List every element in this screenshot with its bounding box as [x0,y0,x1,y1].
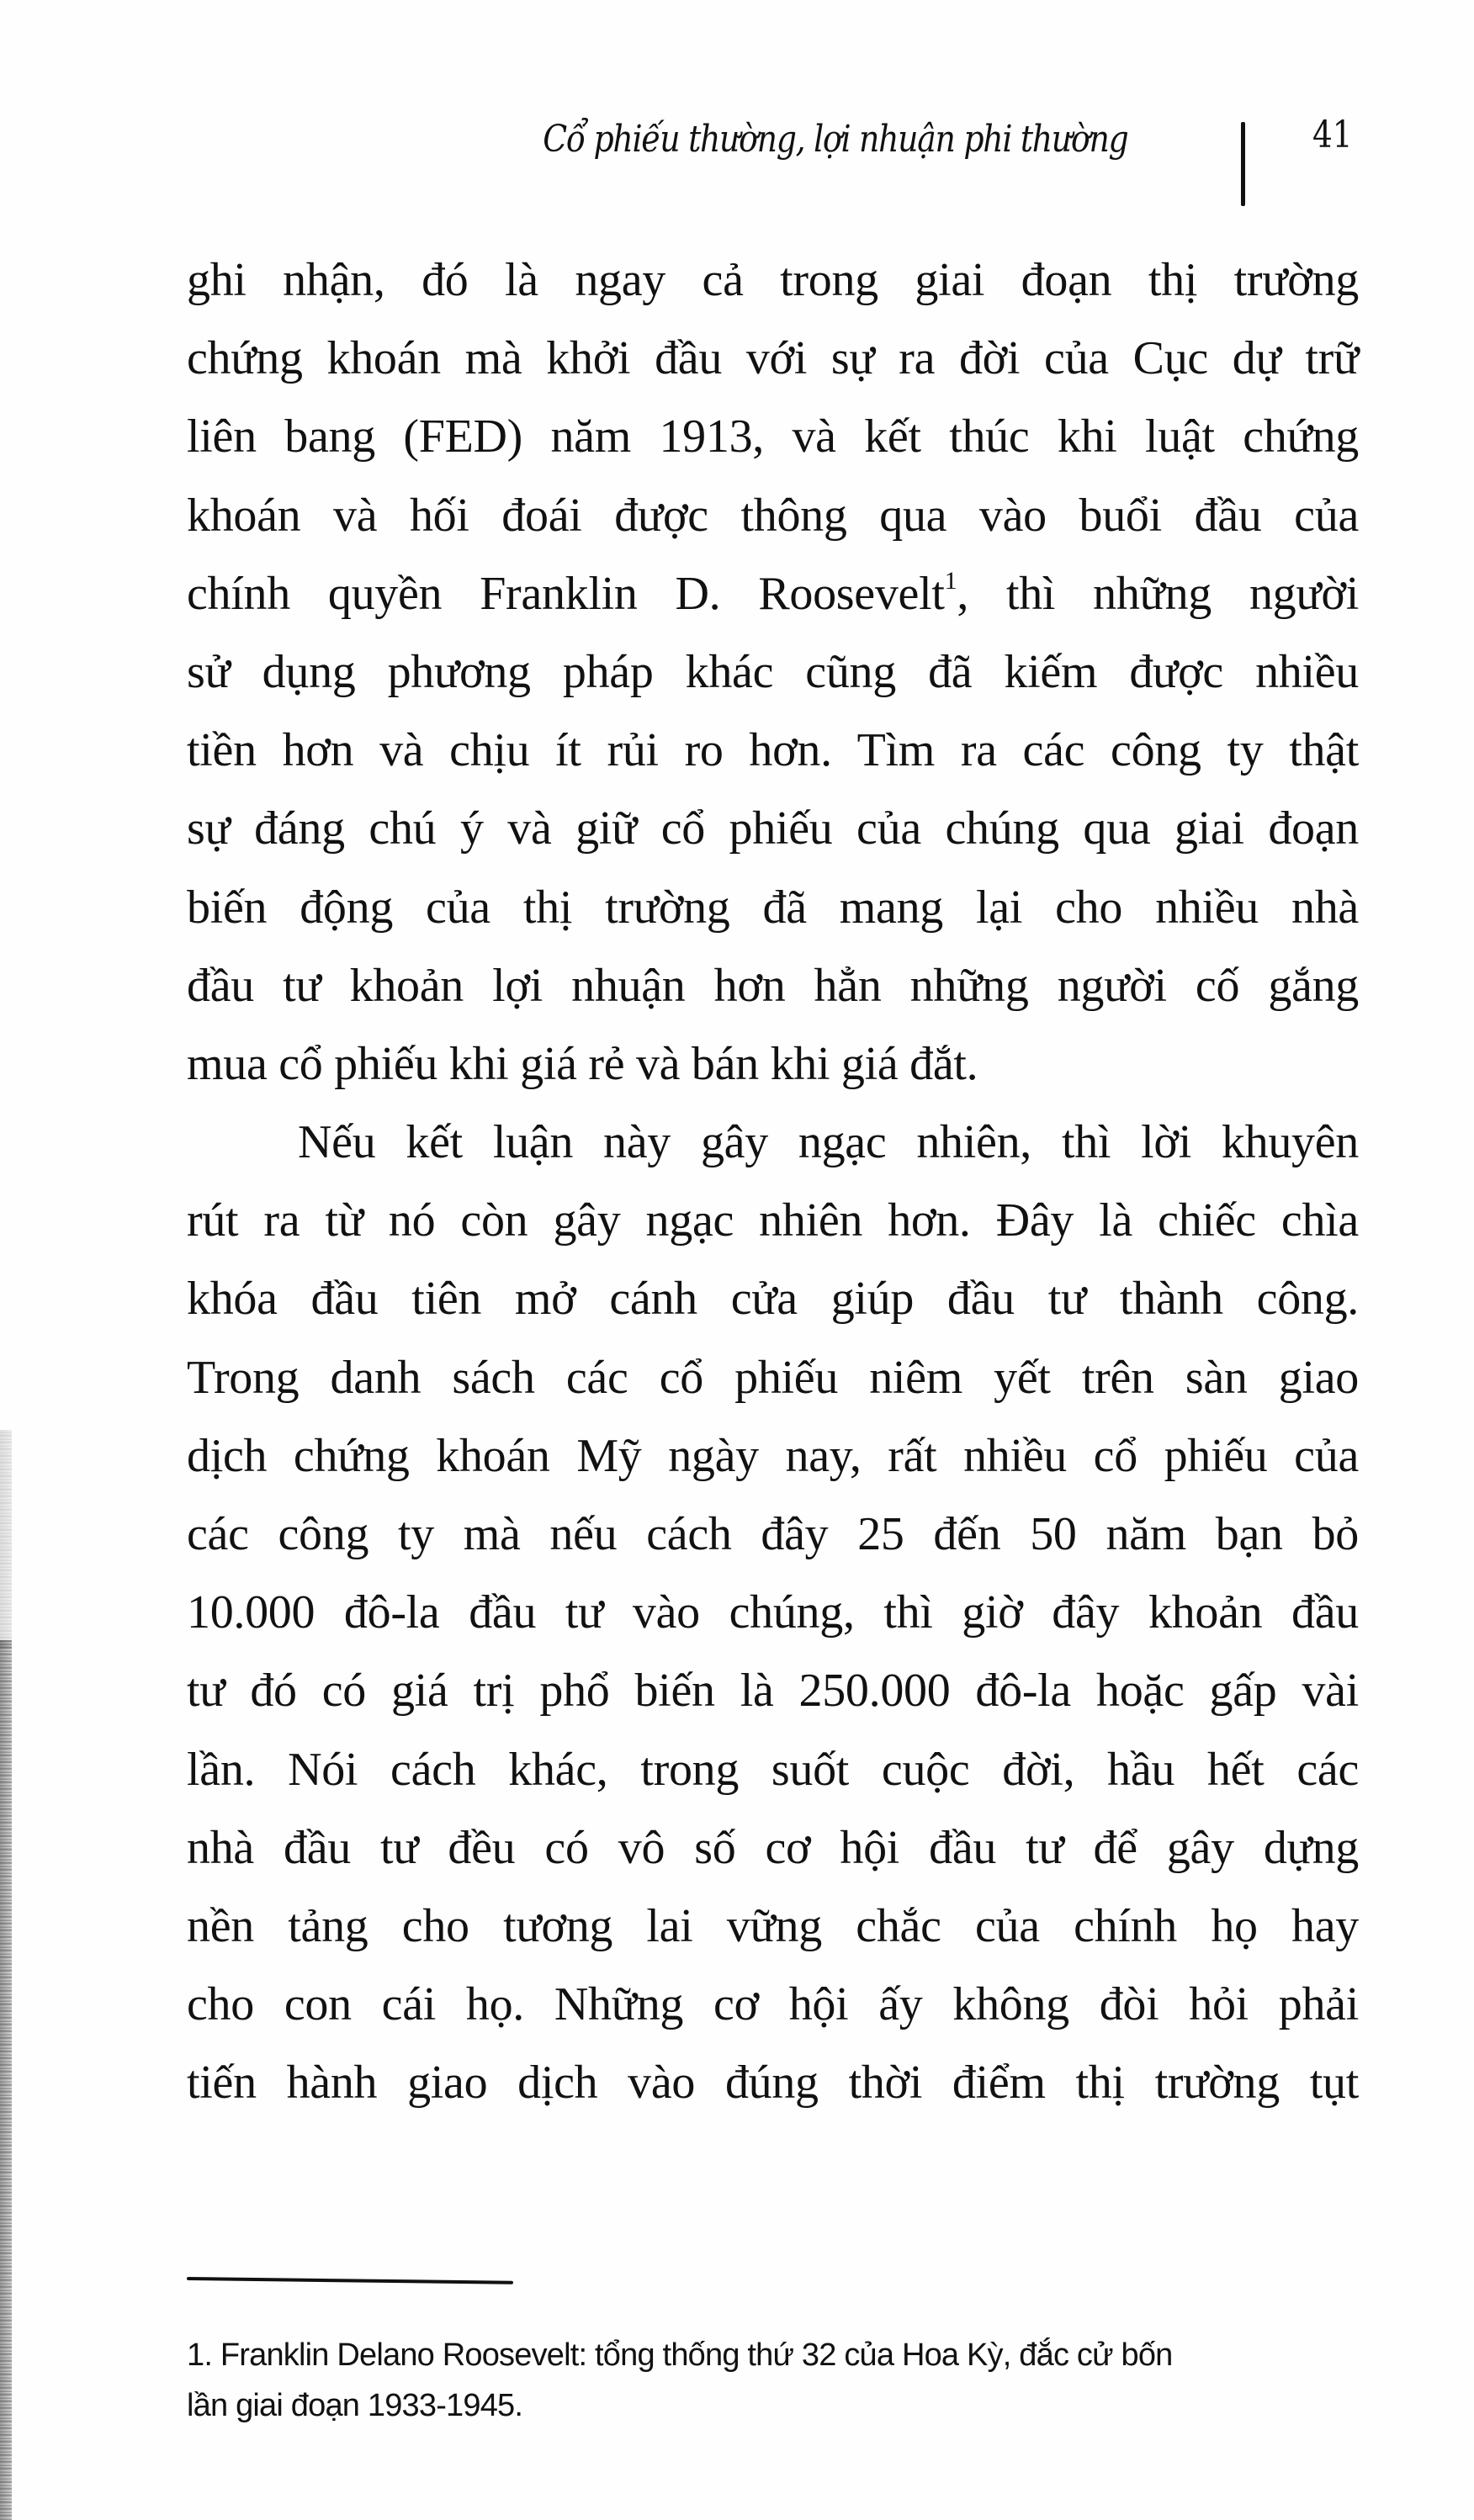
text-segment: , thì những người [957,567,1359,620]
footnote-separator [187,2277,513,2284]
text-segment: chính quyền Franklin D. Roosevelt [187,567,945,620]
text-line: sự đáng chú ý và giữ cổ phiếu của chúng qua giai đoạn [187,802,1359,855]
body-text [187,241,1359,2123]
text-line: liên bang (FED) năm 1913, và kết thúc khi luật chứng [187,410,1359,463]
running-header [471,109,1397,185]
text-line: sử dụng phương pháp khác cũng đã kiếm được nhiều [187,645,1359,698]
text-line: rút ra từ nó còn gây ngạc nhiên hơn. Đây là chiếc chìa [187,1194,1359,1247]
text-line: tư đó có giá trị phổ biến là 250.000 đô-la hoặc gấp vài [187,1665,1359,1718]
text-line: đầu tư khoản lợi nhuận hơn hẳn những người cố gắng [187,959,1359,1012]
text-line: khóa đầu tiên mở cánh cửa giúp đầu tư thành công. [187,1273,1359,1326]
text-line: cho con cái họ. Những cơ hội ấy không đòi hỏi phải [187,1978,1359,2031]
text-line: nhà đầu tư đều có vô số cơ hội đầu tư để gây dựng [187,1821,1359,1874]
text-line [187,555,1359,633]
header-divider [1241,122,1245,206]
text-line: tiền hơn và chịu ít rủi ro hơn. Tìm ra các công ty thật [187,724,1359,777]
text-line: tiến hành giao dịch vào đúng thời điểm thị trường tụt [187,2057,1359,2110]
footnote [187,2330,1365,2431]
text-line: ghi nhận, đó là ngay cả trong giai đoạn thị trường [187,254,1359,306]
text-line: chứng khoán mà khởi đầu với sự ra đời của Cục dự trữ [187,332,1359,385]
footnote-marker: 1. [187,2337,213,2373]
scan-edge-shadow [0,1430,12,1649]
scan-edge-shadow [0,1640,12,2520]
page-number: 41 [1312,114,1353,156]
chapter-title: Cổ phiếu thường, lợi nhuận phi thường [542,118,1127,161]
text-line: 10.000 đô-la đầu tư vào chúng, thì giờ đây khoản đầu [187,1586,1359,1639]
text-line: các công ty mà nếu cách đây 25 đến 50 năm bạn bỏ [187,1508,1359,1560]
footnote-line [187,2330,1365,2380]
footnote-reference: 1 [944,566,957,595]
text-line: biến động của thị trường đã mang lại cho nhiều nhà [187,881,1359,934]
text-line: mua cổ phiếu khi giá rẻ và bán khi giá đắt. [187,1037,978,1090]
paragraph-start-line: Nếu kết luận này gây ngạc nhiên, thì lời khuyên [298,1116,1359,1169]
footnote-text: Franklin Delano Roosevelt: tổng thống thứ 32 của Hoa Kỳ, đắc cử bốn [220,2337,1173,2373]
footnote-line: lần giai đoạn 1933-1945. [187,2388,523,2423]
text-line: dịch chứng khoán Mỹ ngày nay, rất nhiều cổ phiếu của [187,1429,1359,1482]
text-line: nền tảng cho tương lai vững chắc của chính họ hay [187,1899,1359,1952]
text-line: lần. Nói cách khác, trong suốt cuộc đời, hầu hết các [187,1743,1359,1796]
text-line: khoán và hối đoái được thông qua vào buổi đầu của [187,489,1359,542]
text-line: Trong danh sách các cổ phiếu niêm yết trên sàn giao [187,1351,1359,1404]
